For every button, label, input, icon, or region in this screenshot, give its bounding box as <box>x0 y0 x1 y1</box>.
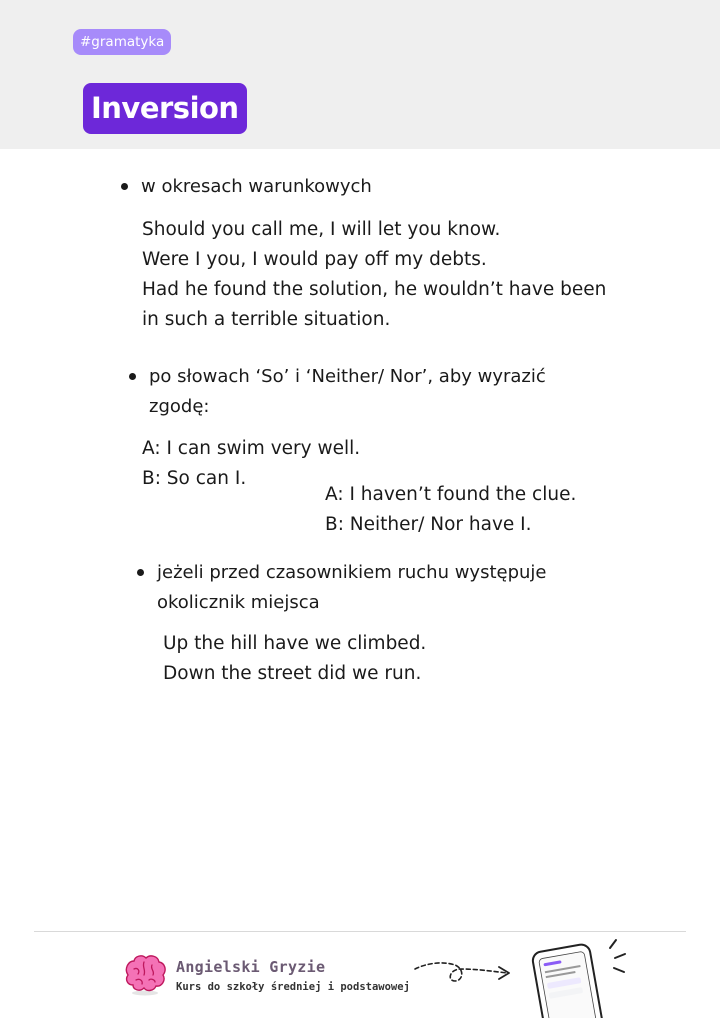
example-line: B: Neither/ Nor have I. <box>325 514 532 535</box>
example-line: Should you call me, I will let you know. <box>142 219 501 240</box>
bullet-text: jeżeli przed czasownikiem ruchu występuje <box>157 562 547 583</box>
examples-neither <box>325 480 576 540</box>
brain-logo-icon <box>122 953 168 997</box>
example-line: Were I you, I would pay off my debts. <box>142 249 487 270</box>
category-tag[interactable]: #gramatyka <box>73 29 171 55</box>
curly-arrow-icon <box>413 957 513 987</box>
smartphone-illustration-icon <box>520 938 640 1018</box>
example-line: A: I haven’t found the clue. <box>325 484 577 505</box>
bullet-dot <box>129 373 136 380</box>
example-line: A: I can swim very well. <box>142 438 361 459</box>
bullet-place-adverbial <box>157 558 547 587</box>
example-line: Down the street did we run. <box>163 663 422 684</box>
bullet-text: w okresach warunkowych <box>141 176 372 197</box>
example-line: in such a terrible situation. <box>142 309 391 330</box>
bullet-place-adverbial-cont <box>157 588 320 617</box>
brand-name: Angielski Gryzie <box>176 958 326 976</box>
bullet-text: zgodę: <box>149 396 210 417</box>
example-line: B: So can I. <box>142 468 247 489</box>
bullet-so-neither-cont <box>149 392 209 421</box>
bullet-so-neither <box>149 362 546 391</box>
example-line: Had he found the solution, he wouldn’t have been <box>142 279 607 300</box>
bullet-dot <box>121 183 128 190</box>
footer-divider <box>34 931 686 932</box>
page-title: Inversion <box>83 83 247 134</box>
examples-conditionals <box>142 215 606 335</box>
example-line: Up the hill have we climbed. <box>163 633 427 654</box>
bullet-dot <box>137 569 144 576</box>
brand-subtitle: Kurs do szkoły średniej i podstawowej <box>176 981 410 993</box>
examples-place <box>163 629 426 689</box>
bullet-text: po słowach ‘So’ i ‘Neither/ Nor’, aby wyrazić <box>149 366 546 387</box>
header-band <box>0 0 720 149</box>
bullet-conditionals <box>141 172 372 201</box>
bullet-text: okolicznik miejsca <box>157 592 320 613</box>
